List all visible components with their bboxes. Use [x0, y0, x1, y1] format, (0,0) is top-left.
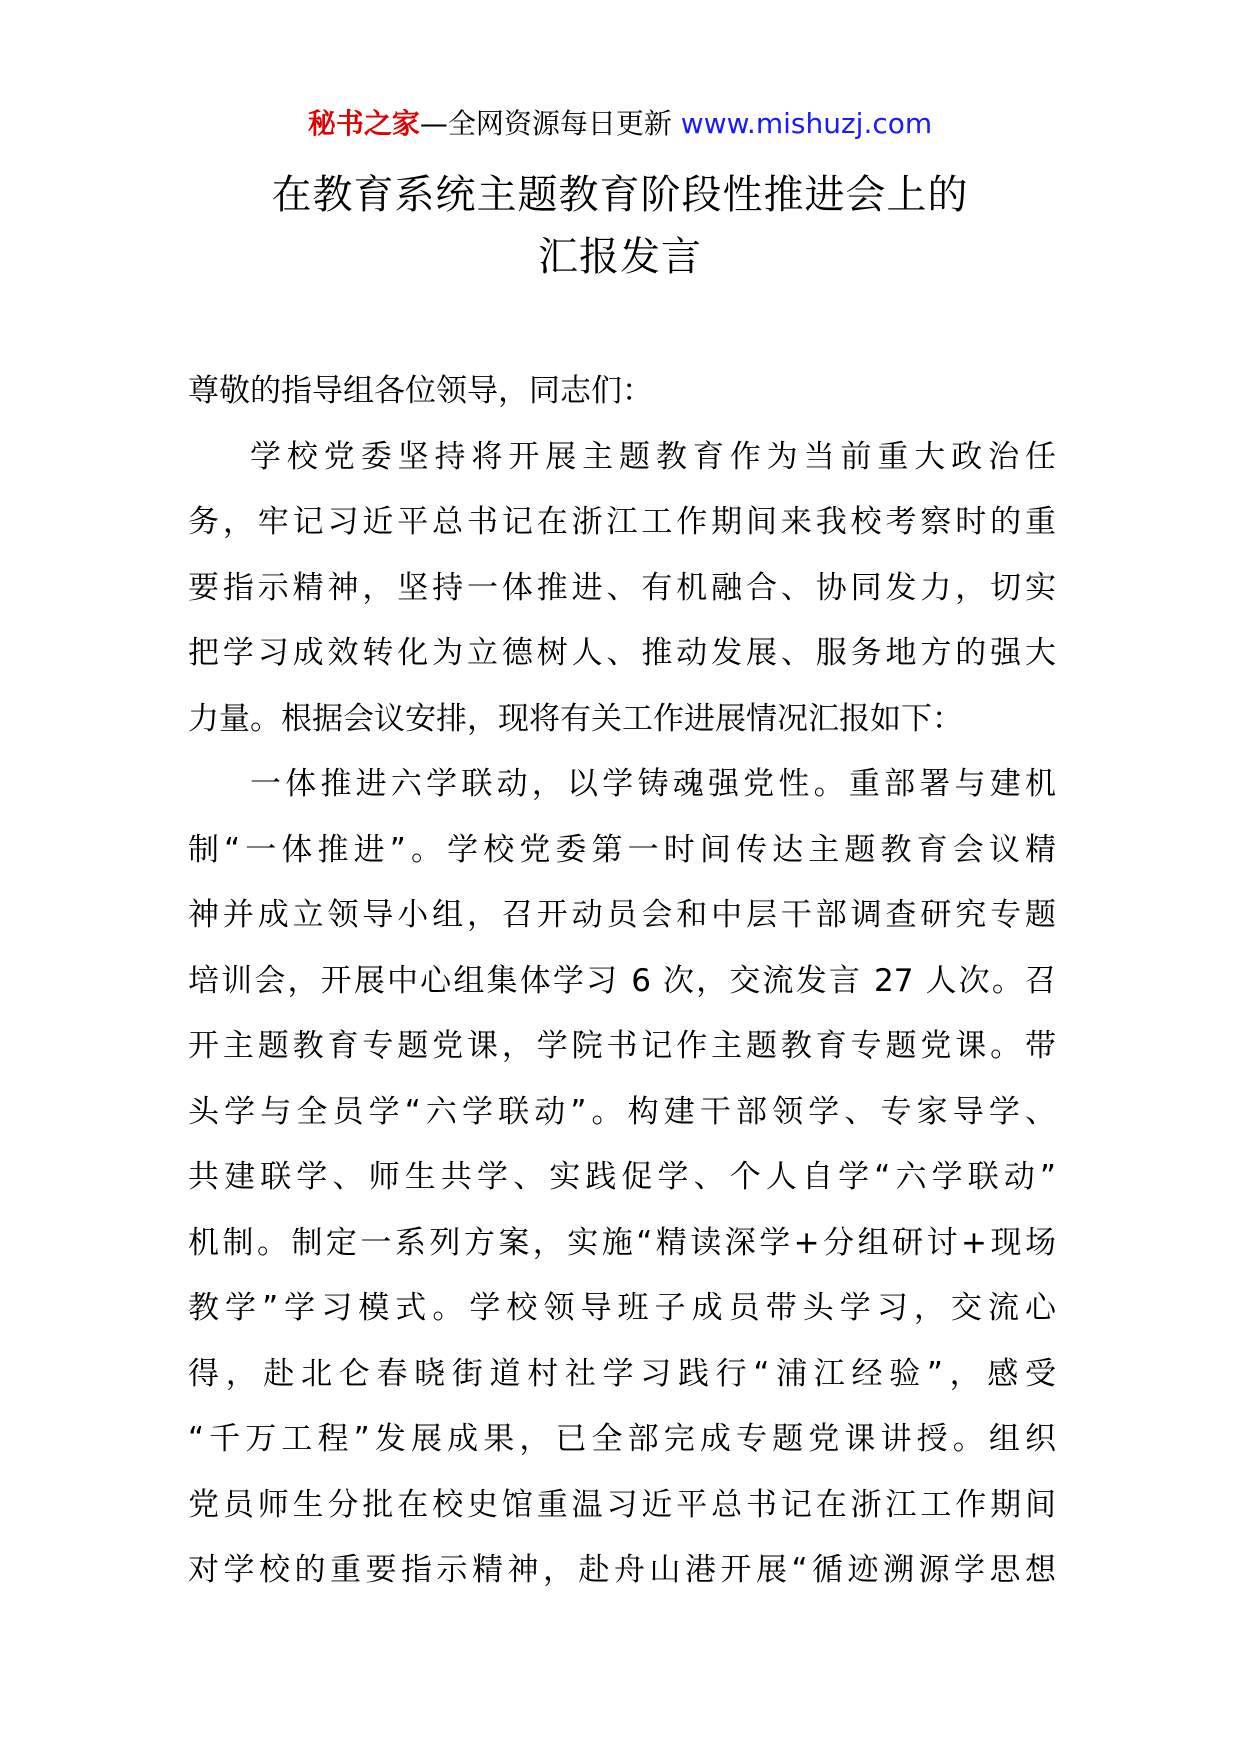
- salutation-line: 尊敬的指导组各位领导，同志们：: [188, 373, 653, 409]
- body-line: 党员师生分批在校史馆重温习近平总书记在浙江工作期间: [188, 1486, 1056, 1523]
- body-line: 教学”学习模式。学校领导班子成员带头学习，交流心: [188, 1290, 1056, 1326]
- body-line: 制“一体推进”。学校党委第一时间传达主题教育会议精: [188, 831, 1056, 868]
- body-line: 开主题教育专题党课，学院书记作主题教育专题党课。带: [188, 1028, 1056, 1064]
- body-line: 把学习成效转化为立德树人、推动发展、服务地方的强大: [188, 635, 1056, 671]
- title-line-1: 在教育系统主题教育阶段性推进会上的: [271, 172, 969, 218]
- body-line: “千万工程”发展成果，已全部完成专题党课讲授。组织: [188, 1421, 1056, 1457]
- document-body: [188, 359, 1056, 1604]
- body-line: 一体推进六学联动，以学铸魂强党性。重部署与建机: [250, 766, 1056, 802]
- site-url-link[interactable]: www.mishuzj.com: [680, 107, 933, 140]
- document-title: [0, 164, 1240, 288]
- body-line: 头学与全员学“六学联动”。构建干部领学、专家导学、: [188, 1093, 1056, 1130]
- body-line: 得，赴北仑春晓街道村社学习践行“浦江经验”，感受: [188, 1355, 1056, 1392]
- header-tagline: —全网资源每日更新: [419, 107, 672, 140]
- body-line: 要指示精神，坚持一体推进、有机融合、协同发力，切实: [188, 569, 1056, 606]
- brand-name: 秘书之家: [307, 107, 420, 140]
- body-line: 对学校的重要指示精神，赴舟山港开展“循迹溯源学思想: [188, 1552, 1056, 1588]
- title-line-2: 汇报发言: [538, 234, 702, 280]
- body-line: 培训会，开展中心组集体学习 6 次，交流发言 27 人次。召: [188, 962, 1056, 999]
- body-line: 神并成立领导小组，召开动员会和中层干部调查研究专题: [188, 897, 1056, 933]
- body-line: 力量。根据会议安排，现将有关工作进展情况汇报如下：: [188, 700, 963, 737]
- body-line: 机制。制定一系列方案，实施“精读深学+分组研讨+现场: [188, 1224, 1056, 1261]
- body-line: 学校党委坚持将开展主题教育作为当前重大政治任: [250, 438, 1056, 475]
- site-header: [0, 104, 1240, 144]
- body-line: 务，牢记习近平总书记在浙江工作期间来我校考察时的重: [188, 504, 1056, 540]
- body-line: 共建联学、师生共学、实践促学、个人自学“六学联动”: [188, 1159, 1056, 1195]
